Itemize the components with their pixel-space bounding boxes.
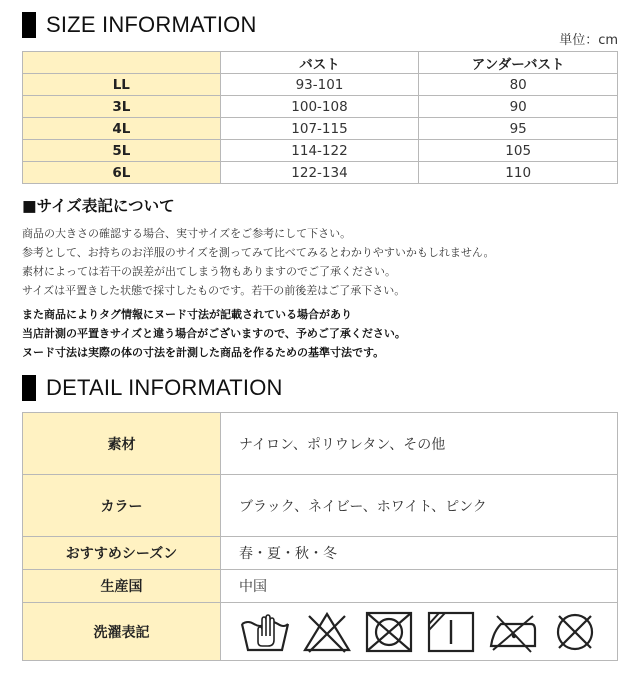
heading-marker	[22, 12, 36, 38]
note-line: 商品の大きさの確認する場合、実寸サイズをご参考にして下さい。	[22, 227, 352, 240]
size-label: 3L	[23, 96, 221, 118]
detail-row-season	[23, 537, 618, 570]
table-row	[23, 118, 618, 140]
warning-line: また商品によりタグ情報にヌード寸法が記載されている場合があり	[22, 308, 352, 321]
detail-label: おすすめシーズン	[23, 537, 221, 570]
no-dry-clean-icon	[549, 610, 601, 654]
size-information-heading	[22, 12, 257, 38]
size-label: 4L	[23, 118, 221, 140]
size-header-under-bust: アンダーバスト	[419, 52, 618, 74]
table-row	[23, 74, 618, 96]
no-bleach-icon	[301, 610, 353, 654]
detail-value: 中国	[221, 570, 618, 603]
detail-row-color	[23, 475, 618, 537]
under-bust-value: 80	[419, 74, 618, 96]
size-notes	[22, 224, 495, 300]
size-notation-title: ■サイズ表記について	[22, 197, 175, 215]
detail-row-origin	[23, 570, 618, 603]
under-bust-value: 105	[419, 140, 618, 162]
line-dry-shade-icon	[425, 610, 477, 654]
bust-value: 114-122	[220, 140, 419, 162]
unit-label: 単位：cm	[559, 33, 618, 48]
detail-label: 洗濯表記	[23, 603, 221, 661]
size-label: LL	[23, 74, 221, 96]
detail-row-material	[23, 413, 618, 475]
warning-line: ヌード寸法は実際の体の寸法を計測した商品を作るための基準寸法です。	[22, 346, 385, 359]
bust-value: 93-101	[220, 74, 419, 96]
size-header-corner	[23, 52, 221, 74]
nude-size-warning	[22, 305, 406, 362]
care-symbols	[221, 603, 618, 661]
bust-value: 122-134	[220, 162, 419, 184]
table-row	[23, 140, 618, 162]
iron-low-icon	[487, 610, 539, 654]
note-line: 参考として、お持ちのお洋服のサイズを測ってみて比べてみるとわかりやすいかもしれません。	[22, 246, 495, 259]
size-table	[22, 51, 618, 184]
under-bust-value: 95	[419, 118, 618, 140]
detail-value: 春・夏・秋・冬	[221, 537, 618, 570]
size-label: 5L	[23, 140, 221, 162]
heading-marker	[22, 375, 36, 401]
no-tumble-dry-icon	[363, 610, 415, 654]
warning-line: 当店計測の平置きサイズと違う場合がございますので、予めご了承ください。	[22, 327, 406, 340]
note-line: サイズは平置きした状態で採寸したものです。若干の前後差はご了承下さい。	[22, 284, 406, 297]
bust-value: 100-108	[220, 96, 419, 118]
hand-wash-icon	[239, 610, 291, 654]
size-table-header	[23, 52, 618, 74]
detail-table	[22, 412, 618, 661]
size-label: 6L	[23, 162, 221, 184]
size-header-bust: バスト	[220, 52, 419, 74]
detail-value: ナイロン、ポリウレタン、その他	[221, 413, 618, 475]
detail-information-heading	[22, 375, 283, 401]
table-row	[23, 162, 618, 184]
size-heading-text: SIZE INFORMATION	[46, 12, 257, 37]
table-row	[23, 96, 618, 118]
detail-label: カラー	[23, 475, 221, 537]
detail-heading-text: DETAIL INFORMATION	[46, 375, 283, 400]
detail-value: ブラック、ネイビー、ホワイト、ピンク	[221, 475, 618, 537]
detail-label: 生産国	[23, 570, 221, 603]
detail-label: 素材	[23, 413, 221, 475]
under-bust-value: 110	[419, 162, 618, 184]
detail-row-care	[23, 603, 618, 661]
note-line: 素材によっては若干の誤差が出てしまう物もありますのでご了承ください。	[22, 265, 396, 278]
bust-value: 107-115	[220, 118, 419, 140]
under-bust-value: 90	[419, 96, 618, 118]
